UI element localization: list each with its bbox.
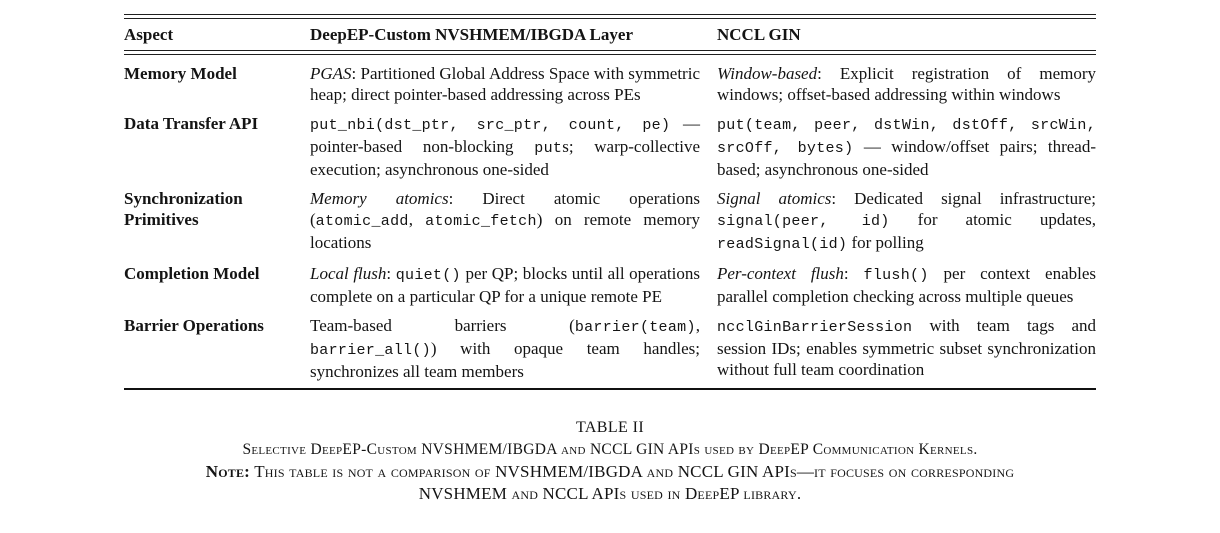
body-text: for atomic updates,: [889, 210, 1097, 229]
code-text: put(team, peer, dstWin, dstOff, srcWin, srcOff, bytes): [717, 117, 1096, 157]
table-caption: [0, 417, 1220, 505]
body-text: s; warp-collective execution; asynchronous one-sided: [310, 137, 700, 179]
body-text: per context enables parallel completion checking across multiple queues: [717, 264, 1097, 306]
code-text: quiet(): [395, 267, 461, 284]
nccl-cell: [717, 315, 1096, 382]
italic-term: Memory atomics: [310, 189, 449, 208]
caption-note-text: This table is not a comparison of NVSHMEM/IBGDA and NCCL GIN APIs—it focuses on corresponding: [250, 462, 1015, 481]
body-text: : Direct atomic operations (: [310, 189, 700, 229]
body-text: :: [843, 264, 864, 283]
column-header-deepep: DeepEP-Custom NVSHMEM/IBGDA Layer: [310, 25, 633, 44]
table-body: [124, 55, 1096, 382]
code-text: ncclGinBarrierSession: [717, 319, 913, 336]
code-text: atomic_add: [315, 213, 409, 230]
aspect-cell: Barrier Operations: [124, 316, 264, 335]
italic-term: Signal atomics: [717, 189, 832, 208]
caption-table-number: TABLE II: [575, 419, 645, 436]
code-text: put_nbi(dst_ptr, src_ptr, count, pe): [310, 117, 671, 134]
body-text: : Dedicated signal infrastructure;: [831, 189, 1096, 208]
italic-term: Window-based: [717, 64, 818, 83]
caption-note-line2: NVSHMEM and NCCL APIs used in DeepEP library.: [418, 484, 802, 503]
aspect-cell: Data Transfer API: [124, 114, 259, 133]
nccl-cell: [717, 113, 1096, 180]
column-header-aspect: Aspect: [124, 25, 174, 44]
body-text: for polling: [847, 233, 924, 252]
table-row: [124, 63, 1096, 105]
aspect-cell: Memory Model: [124, 64, 237, 83]
code-text: barrier_all(): [310, 342, 431, 359]
table-rule-bottom: [124, 388, 1096, 390]
deepep-cell: [310, 63, 717, 105]
italic-term: Local flush: [310, 264, 387, 283]
deepep-cell: [310, 113, 717, 180]
body-text: — pointer-based non-blocking: [310, 114, 701, 156]
deepep-cell: [310, 315, 717, 382]
code-text: barrier(team): [574, 319, 696, 336]
body-text: ) on remote memory locations: [310, 210, 701, 252]
body-text: : Partitioned Global Address Space with symmetric heap; direct pointer-based addressing across PEs: [310, 64, 700, 104]
aspect-cell: Synchronization Primitives: [124, 189, 243, 229]
caption-title: Selective DeepEP-Custom NVSHMEM/IBGDA and NCCL GIN APIs used by DeepEP Communication Kernels.: [242, 441, 978, 458]
caption-note-line1: [0, 461, 1220, 483]
column-header-nccl: NCCL GIN: [717, 25, 801, 44]
table-header-row: [124, 19, 1096, 50]
comparison-table: [124, 14, 1096, 390]
nccl-cell: [717, 63, 1096, 105]
code-text: readSignal(id): [717, 236, 848, 253]
table-row: [124, 113, 1096, 180]
body-text: with team tags and session IDs; enables symmetric subset synchronization without full team coordination: [717, 316, 1096, 379]
body-text: ) with opaque team handles; synchronizes all team members: [310, 339, 700, 381]
body-text: : Explicit registration of memory windows; offset-based addressing within windows: [717, 64, 1096, 104]
code-text: atomic_fetch: [425, 213, 537, 230]
italic-term: PGAS: [310, 64, 352, 83]
code-text: flush(): [863, 267, 929, 284]
table-row: [124, 263, 1096, 307]
italic-term: Per-context flush: [717, 264, 844, 283]
table-row: [124, 315, 1096, 382]
body-text: Team-based barriers (: [310, 316, 575, 335]
body-text: ,: [408, 210, 426, 229]
caption-note-label: Note:: [205, 462, 251, 481]
code-text: signal(peer, id): [717, 213, 890, 230]
deepep-cell: [310, 263, 717, 307]
body-text: :: [386, 264, 396, 283]
body-text: ,: [695, 316, 700, 335]
code-text: put: [534, 140, 563, 157]
deepep-cell: [310, 188, 717, 255]
nccl-cell: [717, 188, 1096, 255]
table-row: [124, 188, 1096, 255]
aspect-cell: Completion Model: [124, 264, 260, 283]
nccl-cell: [717, 263, 1096, 307]
body-text: — window/offset pairs; thread-based; asynchronous one-sided: [717, 137, 1096, 179]
body-text: per QP; blocks until all operations complete on a particular QP for a unique remote PE: [310, 264, 700, 306]
